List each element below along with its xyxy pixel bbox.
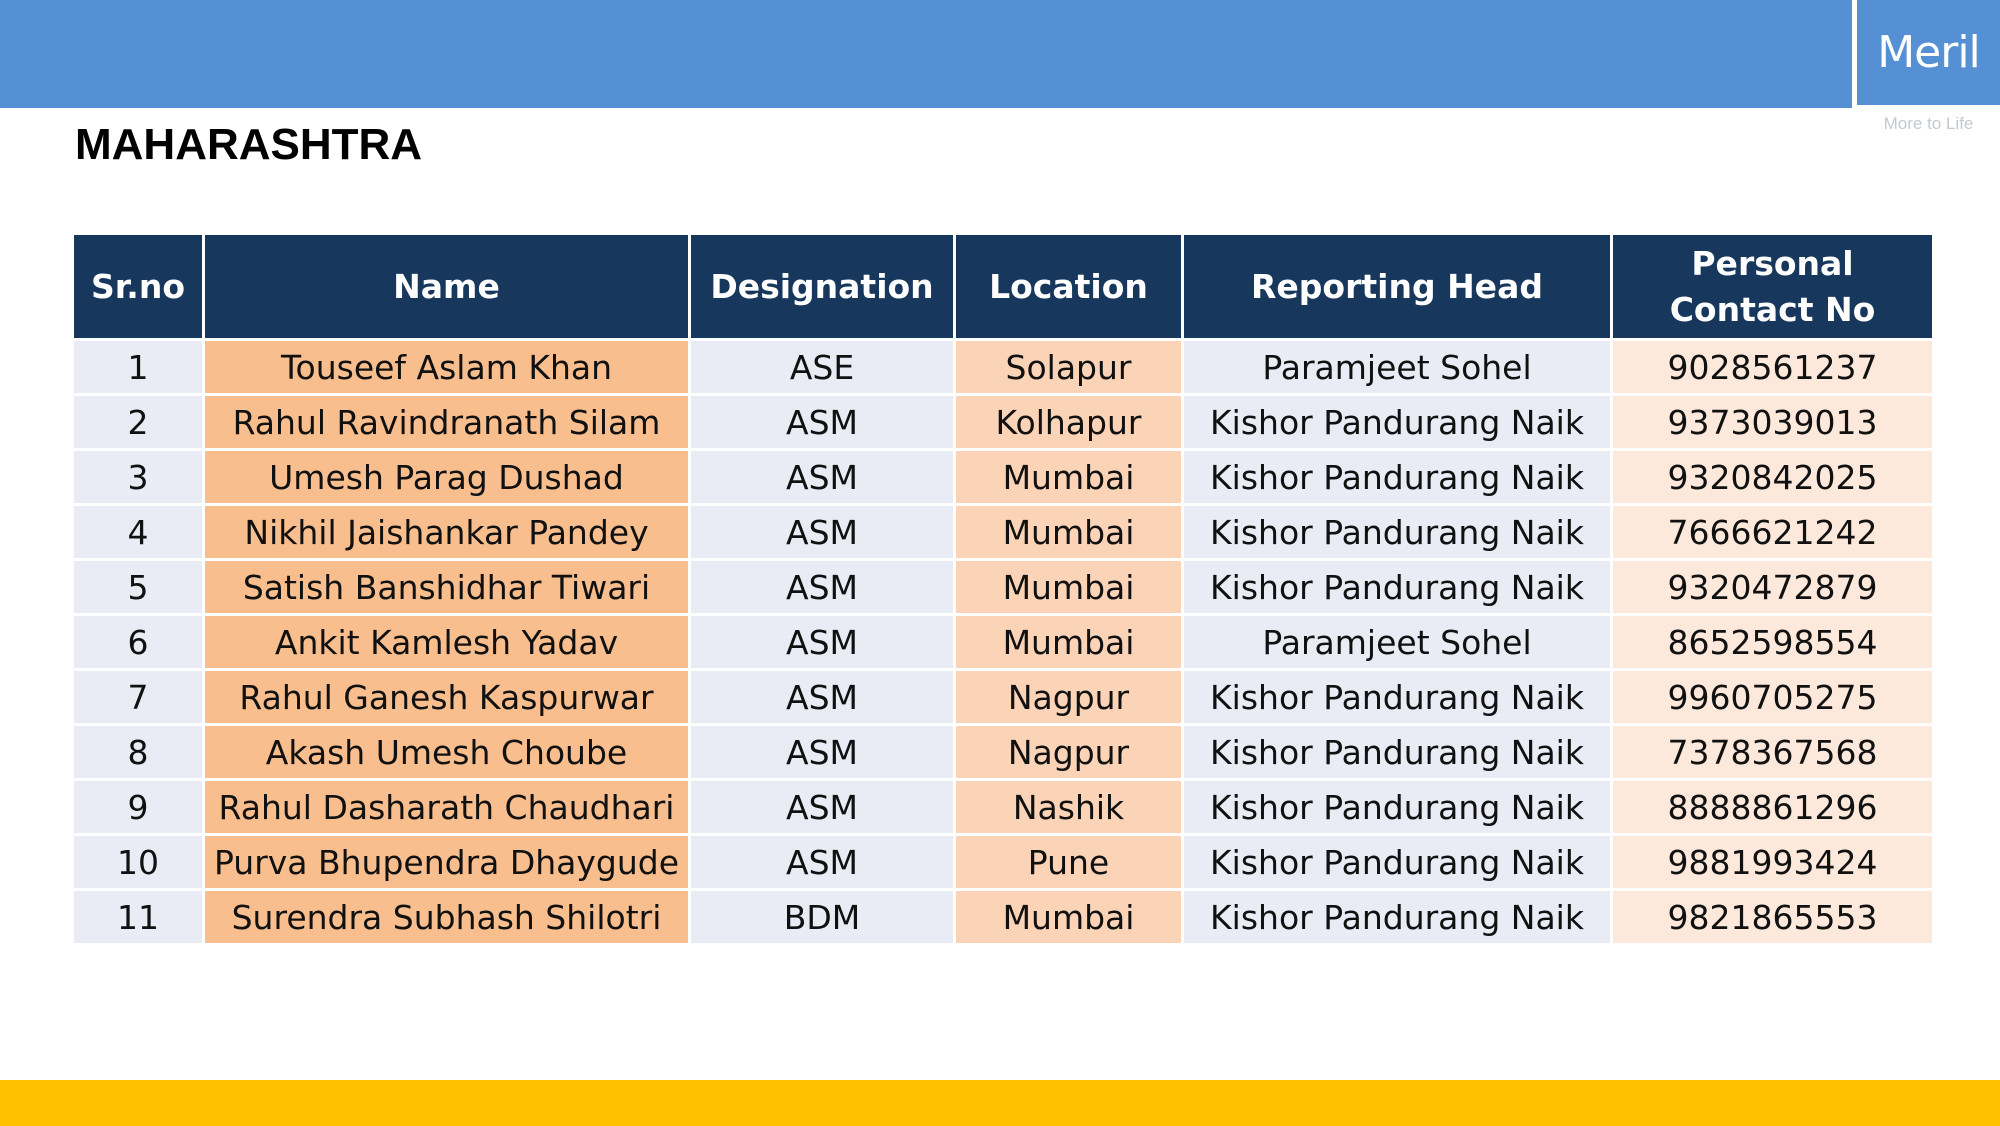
meril-logo	[1857, 0, 2000, 105]
cell-location: Mumbai	[956, 616, 1181, 668]
cell-reporting-head: Kishor Pandurang Naik	[1184, 451, 1610, 503]
table-row	[74, 616, 1932, 668]
cell-sr-no: 8	[74, 726, 202, 778]
cell-location: Kolhapur	[956, 396, 1181, 448]
cell-contact: 9821865553	[1613, 891, 1932, 943]
cell-name: Rahul Ravindranath Silam	[205, 396, 688, 448]
table-row	[74, 341, 1932, 393]
page-title: MAHARASHTRA	[75, 120, 423, 169]
cell-contact: 8652598554	[1613, 616, 1932, 668]
cell-sr-no: 7	[74, 671, 202, 723]
cell-name: Surendra Subhash Shilotri	[205, 891, 688, 943]
cell-name: Satish Banshidhar Tiwari	[205, 561, 688, 613]
cell-sr-no: 9	[74, 781, 202, 833]
table-row	[74, 726, 1932, 778]
header-location: Location	[956, 235, 1181, 338]
cell-designation: ASM	[691, 506, 953, 558]
cell-designation: ASM	[691, 561, 953, 613]
cell-location: Mumbai	[956, 451, 1181, 503]
cell-designation: ASM	[691, 671, 953, 723]
cell-name: Purva Bhupendra Dhaygude	[205, 836, 688, 888]
cell-name: Ankit Kamlesh Yadav	[205, 616, 688, 668]
cell-sr-no: 6	[74, 616, 202, 668]
cell-name: Umesh Parag Dushad	[205, 451, 688, 503]
cell-contact: 9320842025	[1613, 451, 1932, 503]
bottom-footer-bar	[0, 1080, 2000, 1126]
cell-reporting-head: Paramjeet Sohel	[1184, 616, 1610, 668]
cell-contact: 9960705275	[1613, 671, 1932, 723]
cell-location: Pune	[956, 836, 1181, 888]
cell-reporting-head: Paramjeet Sohel	[1184, 341, 1610, 393]
header-contact: Personal Contact No	[1613, 235, 1932, 338]
cell-reporting-head: Kishor Pandurang Naik	[1184, 671, 1610, 723]
cell-reporting-head: Kishor Pandurang Naik	[1184, 561, 1610, 613]
cell-location: Nagpur	[956, 671, 1181, 723]
cell-contact: 7378367568	[1613, 726, 1932, 778]
cell-designation: ASM	[691, 616, 953, 668]
table-body	[74, 341, 1932, 943]
cell-location: Nagpur	[956, 726, 1181, 778]
header-name: Name	[205, 235, 688, 338]
cell-designation: ASM	[691, 836, 953, 888]
cell-contact: 9320472879	[1613, 561, 1932, 613]
cell-sr-no: 1	[74, 341, 202, 393]
cell-location: Mumbai	[956, 891, 1181, 943]
cell-name: Nikhil Jaishankar Pandey	[205, 506, 688, 558]
cell-contact: 8888861296	[1613, 781, 1932, 833]
table-row	[74, 506, 1932, 558]
cell-name: Rahul Dasharath Chaudhari	[205, 781, 688, 833]
header-sr-no: Sr.no	[74, 235, 202, 338]
cell-designation: ASM	[691, 726, 953, 778]
cell-sr-no: 3	[74, 451, 202, 503]
cell-name: Rahul Ganesh Kaspurwar	[205, 671, 688, 723]
cell-sr-no: 2	[74, 396, 202, 448]
header-designation: Designation	[691, 235, 953, 338]
table-row	[74, 836, 1932, 888]
cell-designation: ASM	[691, 781, 953, 833]
cell-reporting-head: Kishor Pandurang Naik	[1184, 781, 1610, 833]
logo-text: Meril	[1877, 27, 1980, 78]
cell-reporting-head: Kishor Pandurang Naik	[1184, 726, 1610, 778]
cell-location: Nashik	[956, 781, 1181, 833]
table-row	[74, 671, 1932, 723]
cell-contact: 9028561237	[1613, 341, 1932, 393]
cell-sr-no: 4	[74, 506, 202, 558]
cell-designation: ASM	[691, 396, 953, 448]
table-row	[74, 451, 1932, 503]
cell-reporting-head: Kishor Pandurang Naik	[1184, 891, 1610, 943]
cell-designation: BDM	[691, 891, 953, 943]
cell-location: Mumbai	[956, 506, 1181, 558]
table-row	[74, 396, 1932, 448]
cell-designation: ASE	[691, 341, 953, 393]
cell-reporting-head: Kishor Pandurang Naik	[1184, 396, 1610, 448]
cell-location: Solapur	[956, 341, 1181, 393]
cell-contact: 9881993424	[1613, 836, 1932, 888]
cell-designation: ASM	[691, 451, 953, 503]
cell-sr-no: 11	[74, 891, 202, 943]
top-header-bar	[0, 0, 1852, 108]
cell-name: Touseef Aslam Khan	[205, 341, 688, 393]
table-row	[74, 781, 1932, 833]
header-reporting-head: Reporting Head	[1184, 235, 1610, 338]
cell-sr-no: 10	[74, 836, 202, 888]
cell-contact: 9373039013	[1613, 396, 1932, 448]
cell-contact: 7666621242	[1613, 506, 1932, 558]
table-row	[74, 561, 1932, 613]
cell-reporting-head: Kishor Pandurang Naik	[1184, 836, 1610, 888]
table-row	[74, 891, 1932, 943]
cell-reporting-head: Kishor Pandurang Naik	[1184, 506, 1610, 558]
cell-name: Akash Umesh Choube	[205, 726, 688, 778]
staff-table	[71, 232, 1935, 946]
cell-location: Mumbai	[956, 561, 1181, 613]
table-header-row	[74, 235, 1932, 338]
logo-tagline: More to Life	[1883, 114, 1974, 133]
cell-sr-no: 5	[74, 561, 202, 613]
